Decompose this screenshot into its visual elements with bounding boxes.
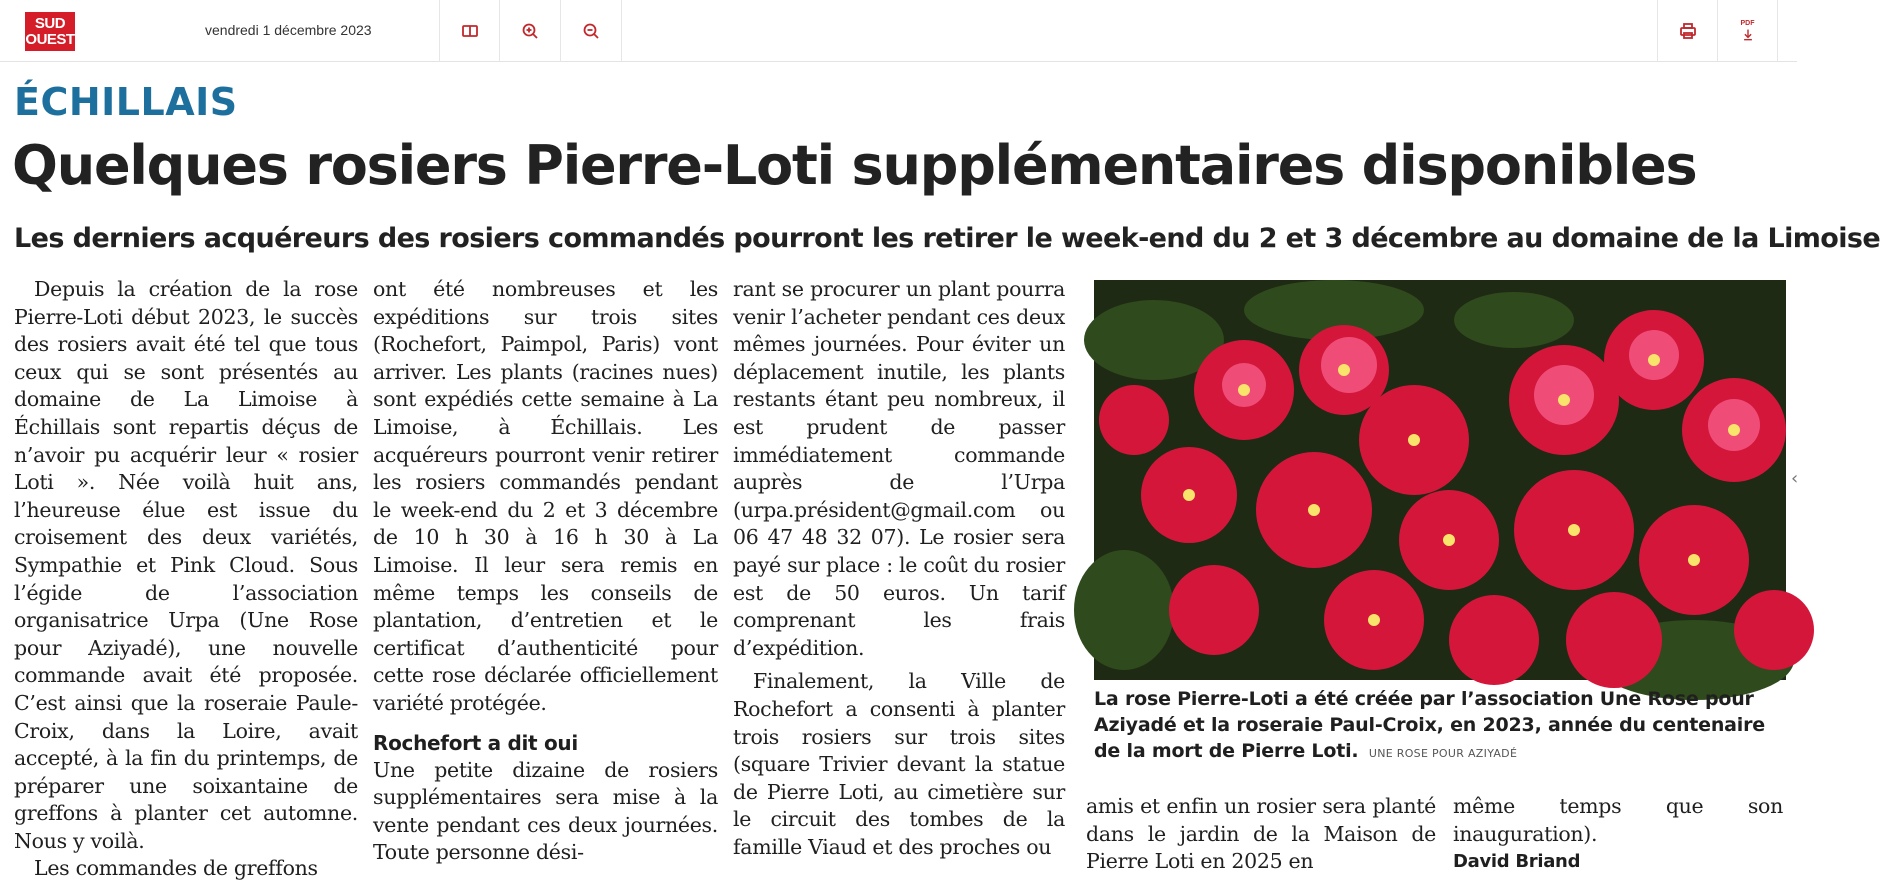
- photo-caption: [1094, 686, 1786, 767]
- article-kicker: ÉCHILLAIS: [14, 80, 238, 124]
- article-paragraph: Finalement, la Ville de Rochefort a consenti à planter trois rosiers sur trois sites (square Trivier devant la statue de Pierre Loti, au cimetière sur le circuit des tombes de la famille Viaud et des proches ou: [733, 669, 1065, 859]
- photo-caption-text: La rose Pierre-Loti a été créée par l’association Une Rose pour Aziyadé et la roseraie Paul-Croix, en 2023, année du centenaire de la mort de Pierre Loti.: [1094, 688, 1765, 762]
- pdf-download-button[interactable]: [1717, 0, 1777, 62]
- zoom-out-button[interactable]: [560, 0, 620, 62]
- pdf-label: PDF: [1740, 20, 1755, 27]
- toolbar-divider: [621, 0, 622, 62]
- rose-photo: [1094, 280, 1786, 680]
- article-paragraph: ont été nombreuses et les expéditions sur trois sites (Rochefort, Paimpol, Paris) vont arriver. Les plants (racines nues) sont expédiés cette semaine à La Limoise, à Échillais. Les acquéreurs pourront venir retirer les rosiers commandés pendant le week-end du 2 et 3 décembre de 10 h 30 à 16 h 30 à La Limoise. Il leur sera remis en même temps les conseils de plantation, d’entretien et le certificat d’authenticité pour cette rose déclarée officiellement variété protégée.: [373, 277, 718, 715]
- print-icon: [1679, 22, 1697, 40]
- article-paragraph: Depuis la création de la rose Pierre-Loti début 2023, le succès des rosiers avait été tel que tous ceux qui se sont présentés au domaine de La Limoise à Échillais sont repartis déçus de n’avoir pu acquérir leur « rosier Loti ». Née voilà huit ans, l’heureuse élue est issue du croisement des deux variétés, Sympathie et Pink Cloud. Sous l’égide de l’association organisatrice Urpa (Une Rose pour Aziyadé), une nouvelle commande avait été proposée. C’est ainsi que la roseraie Paule-Croix, dans la Loire, avait accepté, à la fin du printemps, de préparer une soixantaine de greffons à planter cet automne. Nous y voilà.: [14, 277, 358, 853]
- article-subtitle: Les derniers acquéreurs des rosiers commandés pourront les retirer le week-end du 2 et 3 décembre au domaine de la Limoise: [14, 223, 1880, 254]
- article-signature: David Briand: [1453, 851, 1581, 873]
- page-edge-arrow[interactable]: ‹: [1791, 468, 1799, 489]
- zoom-in-icon: [521, 22, 539, 40]
- article-column-3: [733, 276, 1065, 861]
- article-paragraph: rant se procurer un plant pourra venir l’acheter pendant ces deux mêmes journées. Pour éviter un déplacement inutile, les plants restants étant peu nombreux, il est prudent de passer immédiatement commande auprès de l’Urpa (urpa.président@gmail.com ou 06 47 48 32 07). Le rosier sera payé sur place : le coût du rosier est de 50 euros. Un tarif comprenant les frais d’expédition.: [733, 277, 1065, 660]
- zoom-out-icon: [582, 22, 600, 40]
- article-title: Quelques rosiers Pierre-Loti supplémentaires disponibles: [12, 134, 1697, 197]
- toolbar: [0, 0, 1797, 62]
- toolbar-divider: [1777, 0, 1778, 62]
- pdf-download-icon: [1741, 28, 1755, 42]
- article-column-4: [1086, 793, 1436, 876]
- toggle-pages-button[interactable]: [439, 0, 499, 62]
- zoom-in-button[interactable]: [499, 0, 559, 62]
- article-paragraph: même temps que son inauguration).: [1453, 794, 1783, 846]
- article-column-5: [1453, 793, 1783, 876]
- book-icon: [461, 22, 479, 40]
- rose-photo-illustration: [1094, 280, 1786, 680]
- article-paragraph: amis et enfin un rosier sera planté dans le jardin de la Maison de Pierre Loti en 2025 en: [1086, 794, 1436, 874]
- article-subhead: Rochefort a dit oui: [373, 730, 578, 755]
- edition-date: vendredi 1 décembre 2023: [205, 22, 372, 38]
- article-column-1: [14, 276, 358, 883]
- sud-ouest-logo[interactable]: SUD OUEST: [25, 12, 75, 51]
- article-paragraph: Une petite dizaine de rosiers supplémentaires sera mise à la vente pendant ces deux journées. Toute personne dési-: [373, 757, 718, 865]
- photo-credit: UNE ROSE POUR AZIYADÉ: [1368, 747, 1518, 760]
- print-button[interactable]: [1657, 0, 1717, 62]
- article-column-2: [373, 276, 718, 867]
- article-paragraph: Les commandes de greffons: [34, 856, 318, 881]
